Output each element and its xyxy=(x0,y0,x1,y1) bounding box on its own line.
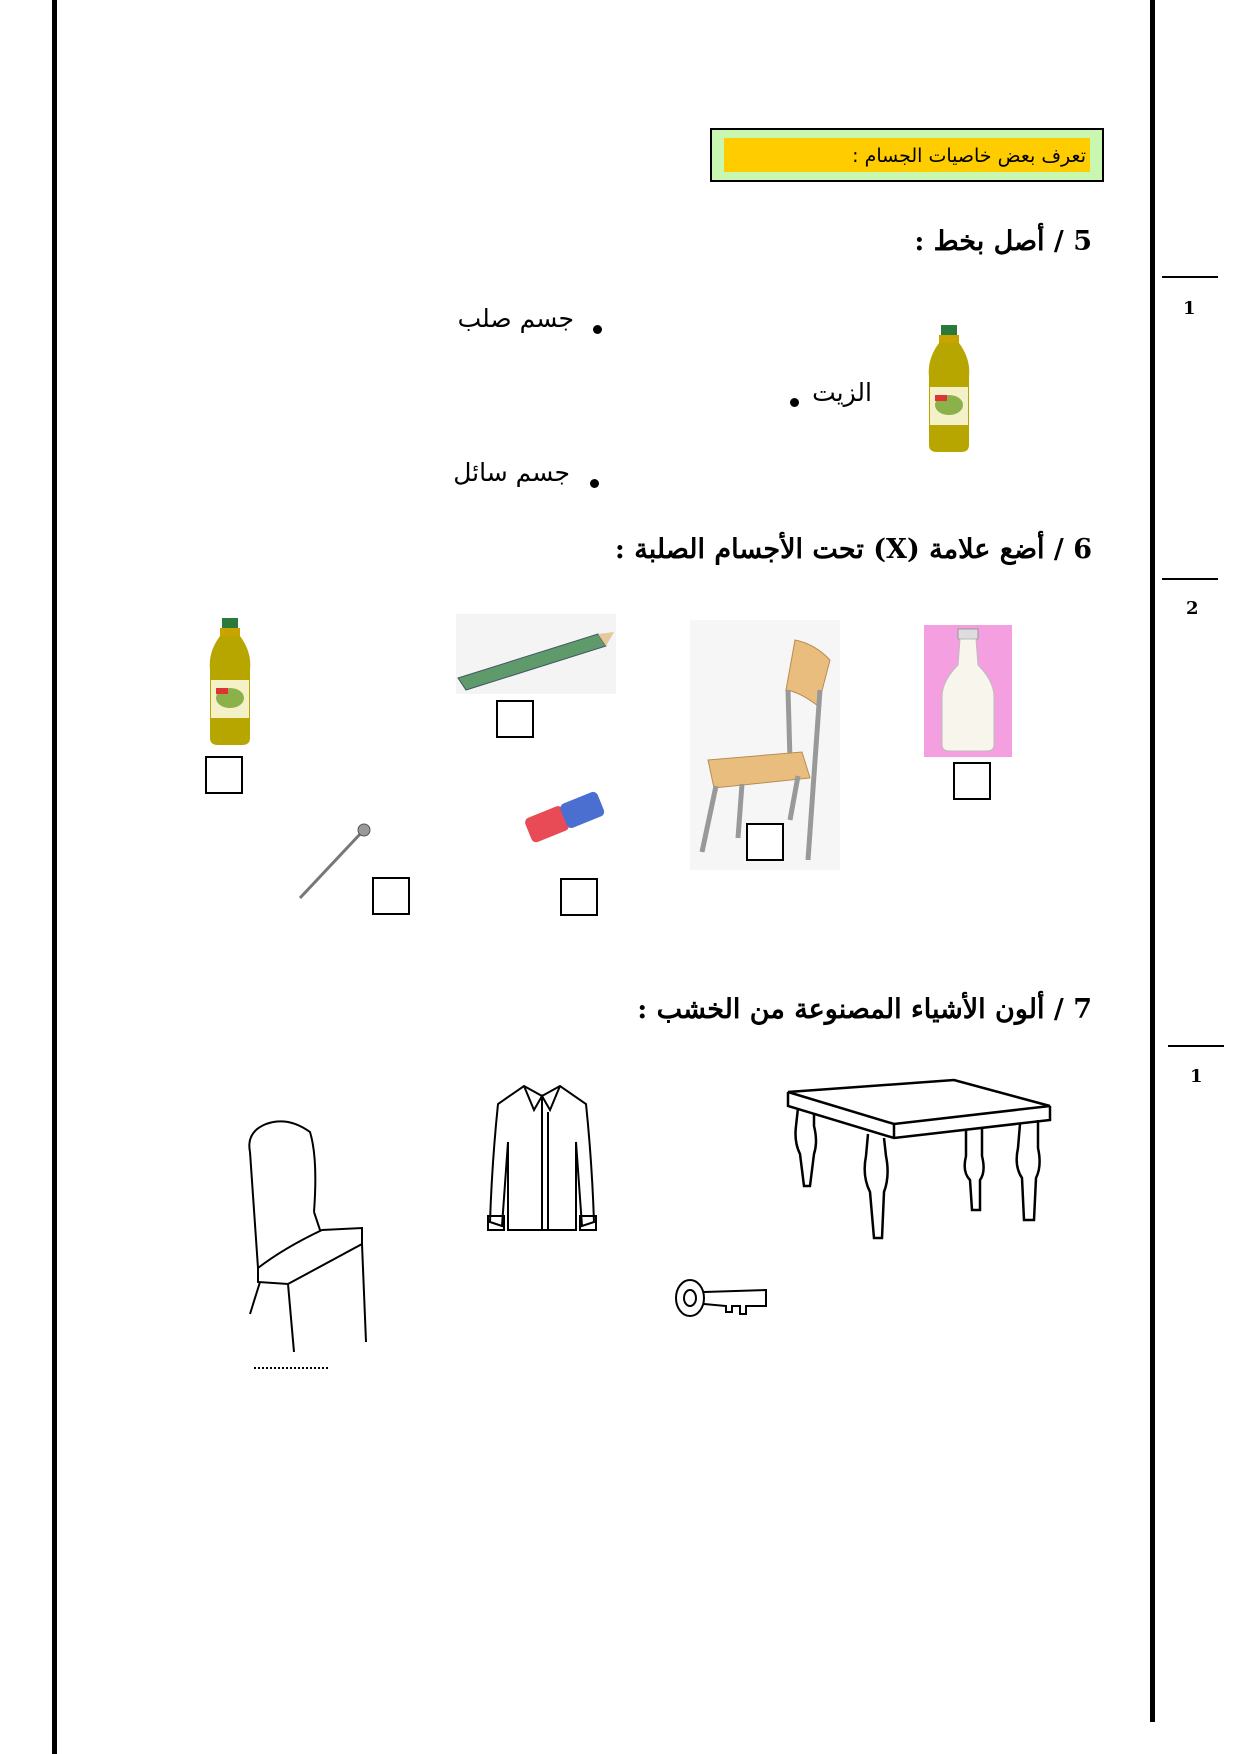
objective-banner xyxy=(710,128,1104,182)
chair-drawing xyxy=(244,1118,374,1374)
eraser-image xyxy=(520,788,610,848)
q6-checkbox-eraser[interactable] xyxy=(560,878,598,916)
q7-title: 7 / ألون الأشياء المصنوعة من الخشب : xyxy=(637,994,1092,1025)
q5-dot-oil[interactable] xyxy=(790,398,799,407)
left-border-line xyxy=(52,0,57,1754)
q5-right-item-oil: الزيت xyxy=(812,378,872,407)
right-border-line xyxy=(1150,0,1155,1722)
score-q6: 2 xyxy=(1186,598,1199,619)
shirt-drawing xyxy=(482,1082,602,1238)
score-line-2 xyxy=(1162,578,1218,580)
objective-text: تعرف بعض خاصيات الجسام : xyxy=(724,138,1090,172)
q6-checkbox-pin[interactable] xyxy=(372,877,410,915)
pin-image xyxy=(296,820,376,902)
score-line-3 xyxy=(1168,1045,1224,1047)
wooden-table-drawing xyxy=(784,1076,1054,1248)
pencil-image xyxy=(456,614,616,694)
score-line-1 xyxy=(1162,276,1218,278)
q5-left-item-liquid: جسم سائل xyxy=(453,458,570,487)
q5-title: 5 / أصل بخط : xyxy=(914,226,1092,257)
key-drawing xyxy=(674,1270,770,1330)
oil-bottle-q6-image xyxy=(206,615,254,749)
q5-dot-solid[interactable] xyxy=(593,325,602,334)
q6-checkbox-pencil[interactable] xyxy=(496,700,534,738)
oil-bottle-image xyxy=(925,325,973,453)
score-q7: 1 xyxy=(1190,1066,1203,1087)
milk-bottle-image xyxy=(924,625,1012,757)
score-q5: 1 xyxy=(1183,298,1196,319)
q5-dot-liquid[interactable] xyxy=(590,479,599,488)
q6-checkbox-milk[interactable] xyxy=(953,762,991,800)
q6-checkbox-chair[interactable] xyxy=(746,823,784,861)
q5-left-item-solid: جسم صلب xyxy=(457,304,574,333)
q6-checkbox-oil[interactable] xyxy=(205,756,243,794)
q6-title: 6 / أضع علامة (X) تحت الأجسام الصلبة : xyxy=(614,534,1092,565)
